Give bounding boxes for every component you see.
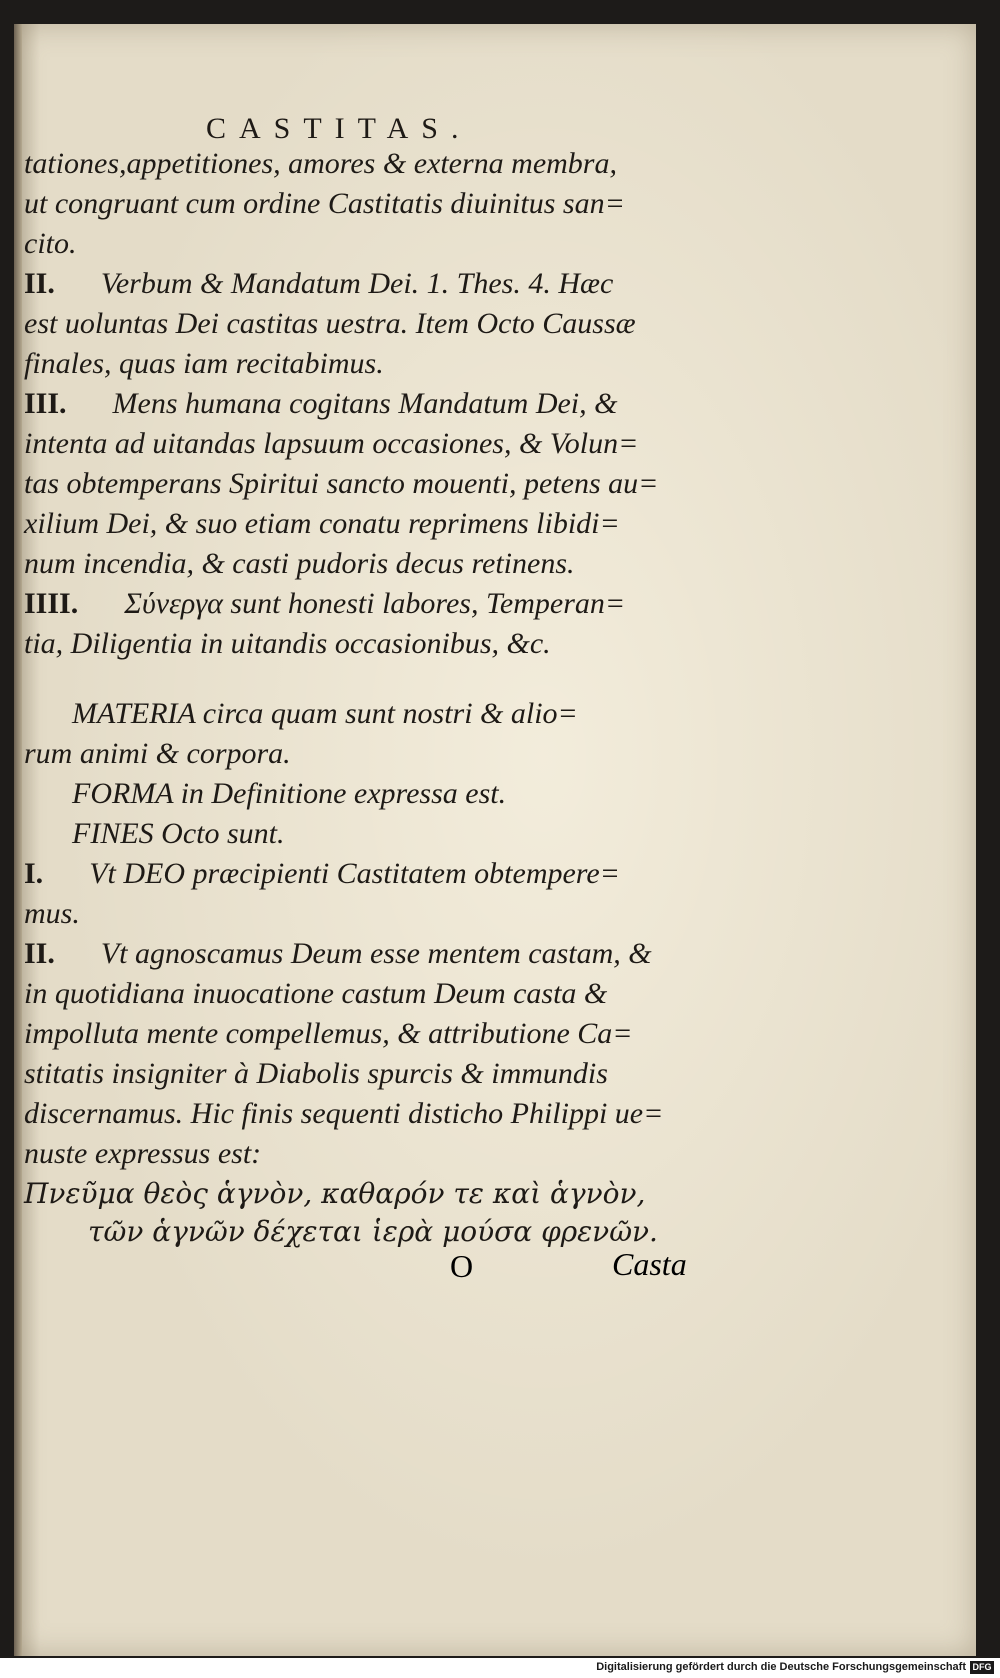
- text-line: mus.: [24, 897, 80, 930]
- text-line: II. Verbum & Mandatum Dei. 1. Thes. 4. Hæc: [24, 264, 613, 304]
- digitization-footer: [0, 1658, 1000, 1678]
- dfg-logo: DFG: [970, 1661, 994, 1674]
- text-line: tia, Diligentia in uitandis occasionibus, &c.: [24, 627, 551, 660]
- text-line: tationes,appetitiones, amores & externa membra,: [24, 147, 617, 180]
- text-line: tas obtemperans Spiritui sancto mouenti, petens au=: [24, 467, 659, 500]
- text-line: I. Vt DEO præcipienti Castitatem obtempere=: [24, 854, 620, 894]
- text-line: intenta ad uitandas lapsuum occasiones, & Volun=: [24, 427, 639, 460]
- item-number: I.: [24, 857, 44, 890]
- greek-verse-line: τῶν ἁγνῶν δέχεται ἱερὰ μούσα φρενῶν.: [88, 1215, 658, 1248]
- text-line: cito.: [24, 227, 77, 260]
- text-line: II. Vt agnoscamus Deum esse mentem castam, &: [24, 934, 652, 974]
- section-heading-materia: MATERIA circa quam sunt nostri & alio=: [72, 697, 578, 730]
- section-heading-forma: FORMA in Definitione expressa est.: [72, 777, 507, 810]
- text-line: impolluta mente compellemus, & attributione Ca=: [24, 1017, 633, 1050]
- signature-mark: O: [450, 1248, 474, 1284]
- section-heading-fines: FINES Octo sunt.: [72, 817, 285, 850]
- text-line: rum animi & corpora.: [24, 737, 291, 770]
- text-line: discernamus. Hic finis sequenti disticho Philippi ue=: [24, 1097, 664, 1130]
- footer-credit: Digitalisierung gefördert durch die Deutsche Forschungsgemeinschaft: [596, 1661, 966, 1673]
- page-binding-edge: [14, 24, 22, 1656]
- text-line: ut congruant cum ordine Castitatis diuinitus san=: [24, 187, 625, 220]
- item-number: II.: [24, 937, 55, 970]
- text-line: est uoluntas Dei castitas uestra. Item Octo Caussæ: [24, 307, 636, 340]
- greek-verse-line: Πνεῦμα θεὸς ἁγνὸν, καθαρόν τε καὶ ἁγνὸν,: [24, 1177, 646, 1210]
- text-line: IIII. Σύνεργα sunt honesti labores, Temperan=: [24, 584, 625, 624]
- text-line: xilium Dei, & suo etiam conatu reprimens libidi=: [24, 507, 620, 540]
- text-line: in quotidiana inuocatione castum Deum casta &: [24, 977, 608, 1010]
- item-number: IIII.: [24, 587, 79, 620]
- text-line: num incendia, & casti pudoris decus retinens.: [24, 547, 575, 580]
- item-number: II.: [24, 267, 55, 300]
- running-head: CASTITAS.: [206, 112, 472, 145]
- text-line: nuste expressus est:: [24, 1137, 262, 1170]
- text-line: stitatis insigniter à Diabolis spurcis & immundis: [24, 1057, 608, 1090]
- text-line: finales, quas iam recitabimus.: [24, 347, 384, 380]
- book-page: [14, 24, 976, 1656]
- catchword: Casta: [612, 1246, 687, 1282]
- item-number: III.: [24, 387, 67, 420]
- text-line: III. Mens humana cogitans Mandatum Dei, &: [24, 384, 617, 424]
